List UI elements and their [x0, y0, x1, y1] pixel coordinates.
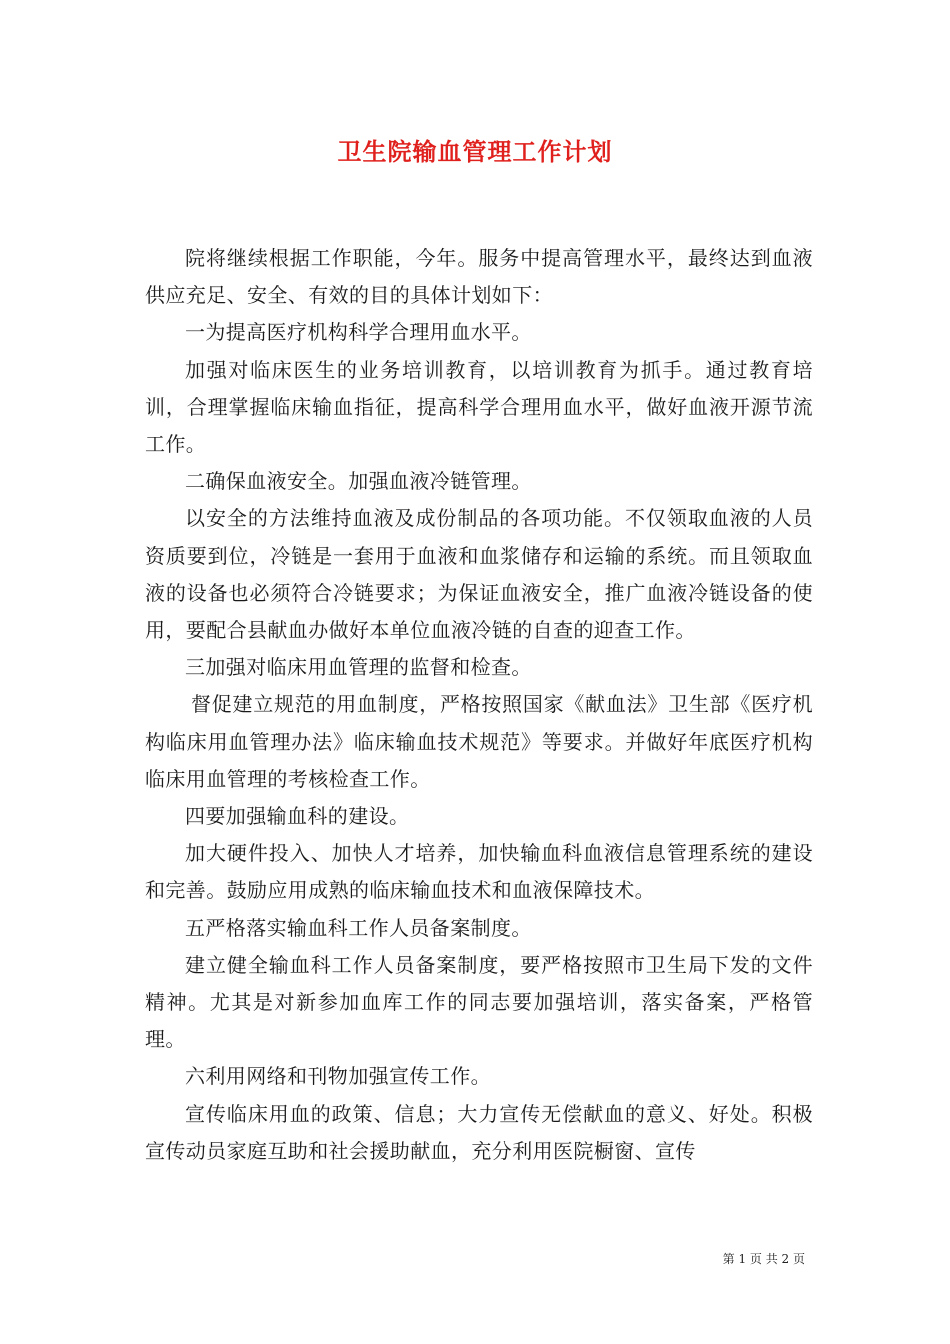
- section-heading-4: 四要加强输血科的建设。: [185, 804, 410, 829]
- section-heading-5: 五严格落实输血科工作人员备案制度。: [185, 915, 532, 940]
- paragraph-5: 建立健全输血科工作人员备案制度，要严格按照市卫生局下发的文件精神。尤其是对新参加血库工作的同志要加强培训，落实备案，严格管理。: [145, 952, 813, 1052]
- document-title: 卫生院输血管理工作计划: [337, 137, 613, 166]
- paragraph-4: 加大硬件投入、加快人才培养，加快输血科血液信息管理系统的建设和完善。鼓励应用成熟的临床输血技术和血液保障技术。: [145, 841, 813, 903]
- paragraph-3: 督促建立规范的用血制度，严格按照国家《献血法》卫生部《医疗机构临床用血管理办法》临床输血技术规范》等要求。并做好年底医疗机构临床用血管理的考核检查工作。: [145, 692, 813, 791]
- section-heading-6: 六利用网络和刊物加强宣传工作。: [185, 1064, 491, 1089]
- section-heading-3: 三加强对临床用血管理的监督和检查。: [185, 655, 532, 680]
- section-heading-2: 二确保血液安全。加强血液冷链管理。: [185, 469, 532, 494]
- paragraph-intro: 院将继续根据工作职能，今年。服务中提高管理水平，最终达到血液供应充足、安全、有效的目的具体计划如下：: [145, 246, 813, 308]
- page-number-footer: 第 1 页 共 2 页: [722, 1252, 805, 1266]
- paragraph-6: 宣传临床用血的政策、信息；大力宣传无偿献血的意义、好处。积极宣传动员家庭互助和社会援助献血，充分利用医院橱窗、宣传: [145, 1101, 813, 1163]
- section-heading-1: 一为提高医疗机构科学合理用血水平。: [185, 320, 532, 345]
- document-body: [145, 240, 813, 1170]
- paragraph-2: 以安全的方法维持血液及成份制品的各项功能。不仅领取血液的人员资质要到位，冷链是一套用于血液和血浆储存和运输的系统。而且领取血液的设备也必须符合冷链要求；为保证血液安全，推广血液冷链设备的使用，要配合县献血办做好本单位血液冷链的自查的迎查工作。: [145, 506, 813, 643]
- paragraph-1: 加强对临床医生的业务培训教育，以培训教育为抓手。通过教育培训，合理掌握临床输血指征，提高科学合理用血水平，做好血液开源节流工作。: [145, 357, 813, 457]
